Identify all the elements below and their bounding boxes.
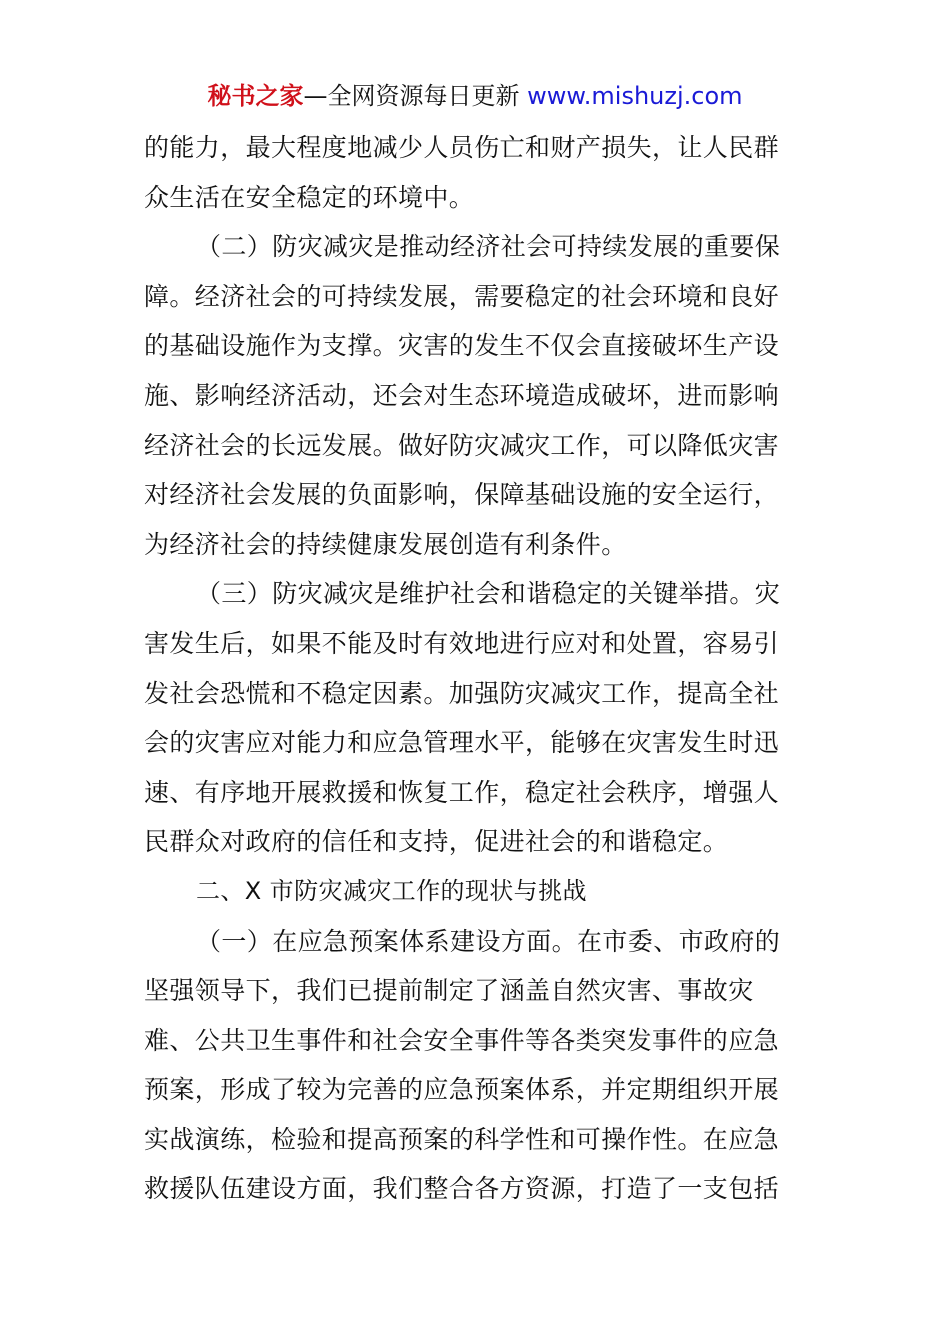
section-lead-line: （三）防灾减灾是维护社会和谐稳定的关键举措。灾 — [196, 579, 781, 609]
body-line: 的基础设施作为支撑。灾害的发生不仅会直接破坏生产设 — [144, 331, 780, 361]
body-line: 难、公共卫生事件和社会安全事件等各类突发事件的应急 — [144, 1025, 780, 1055]
section-lead-line: （一）在应急预案体系建设方面。在市委、市政府的 — [196, 926, 781, 956]
body-line: 速、有序地开展救援和恢复工作，稳定社会秩序，增强人 — [144, 777, 780, 807]
section-lead-line: （二）防灾减灾是推动经济社会可持续发展的重要保 — [196, 232, 781, 262]
body-line: 发社会恐慌和不稳定因素。加强防灾减灾工作，提高全社 — [144, 678, 780, 708]
body-line: 预案，形成了较为完善的应急预案体系，并定期组织开展 — [144, 1075, 780, 1105]
site-brand: 秘书之家 — [207, 82, 304, 110]
body-line: 的能力，最大程度地减少人员伤亡和财产损失，让人民群 — [144, 133, 780, 162]
body-line: 坚强领导下，我们已提前制定了涵盖自然灾害、事故灾 — [144, 976, 754, 1006]
body-line: 为经济社会的持续健康发展创造有利条件。 — [144, 529, 627, 559]
section-heading: 二、X 市防灾减灾工作的现状与挑战 — [196, 876, 587, 905]
body-line: 实战演练，检验和提高预案的科学性和可操作性。在应急 — [144, 1124, 780, 1154]
body-line: 民群众对政府的信任和支持，促进社会的和谐稳定。 — [144, 827, 729, 857]
body-line: 施、影响经济活动，还会对生态环境造成破坏，进而影响 — [144, 380, 780, 410]
body-line: 障。经济社会的可持续发展，需要稳定的社会环境和良好 — [144, 281, 780, 311]
body-line: 害发生后，如果不能及时有效地进行应对和处置，容易引 — [144, 628, 780, 658]
body-line: 会的灾害应对能力和应急管理水平，能够在灾害发生时迅 — [144, 728, 780, 758]
site-tagline: —全网资源每日更新 — [303, 82, 528, 110]
body-line: 对经济社会发展的负面影响，保障基础设施的安全运行， — [144, 480, 780, 510]
body-line: 救援队伍建设方面，我们整合各方资源，打造了一支包括 — [144, 1174, 780, 1204]
body-line: 经济社会的长远发展。做好防灾减灾工作，可以降低灾害 — [144, 430, 780, 460]
site-url-link[interactable]: www.mishuzj.com — [527, 82, 743, 110]
body-line: 众生活在安全稳定的环境中。 — [144, 182, 475, 212]
site-header — [0, 80, 950, 112]
document-body — [144, 123, 809, 1214]
